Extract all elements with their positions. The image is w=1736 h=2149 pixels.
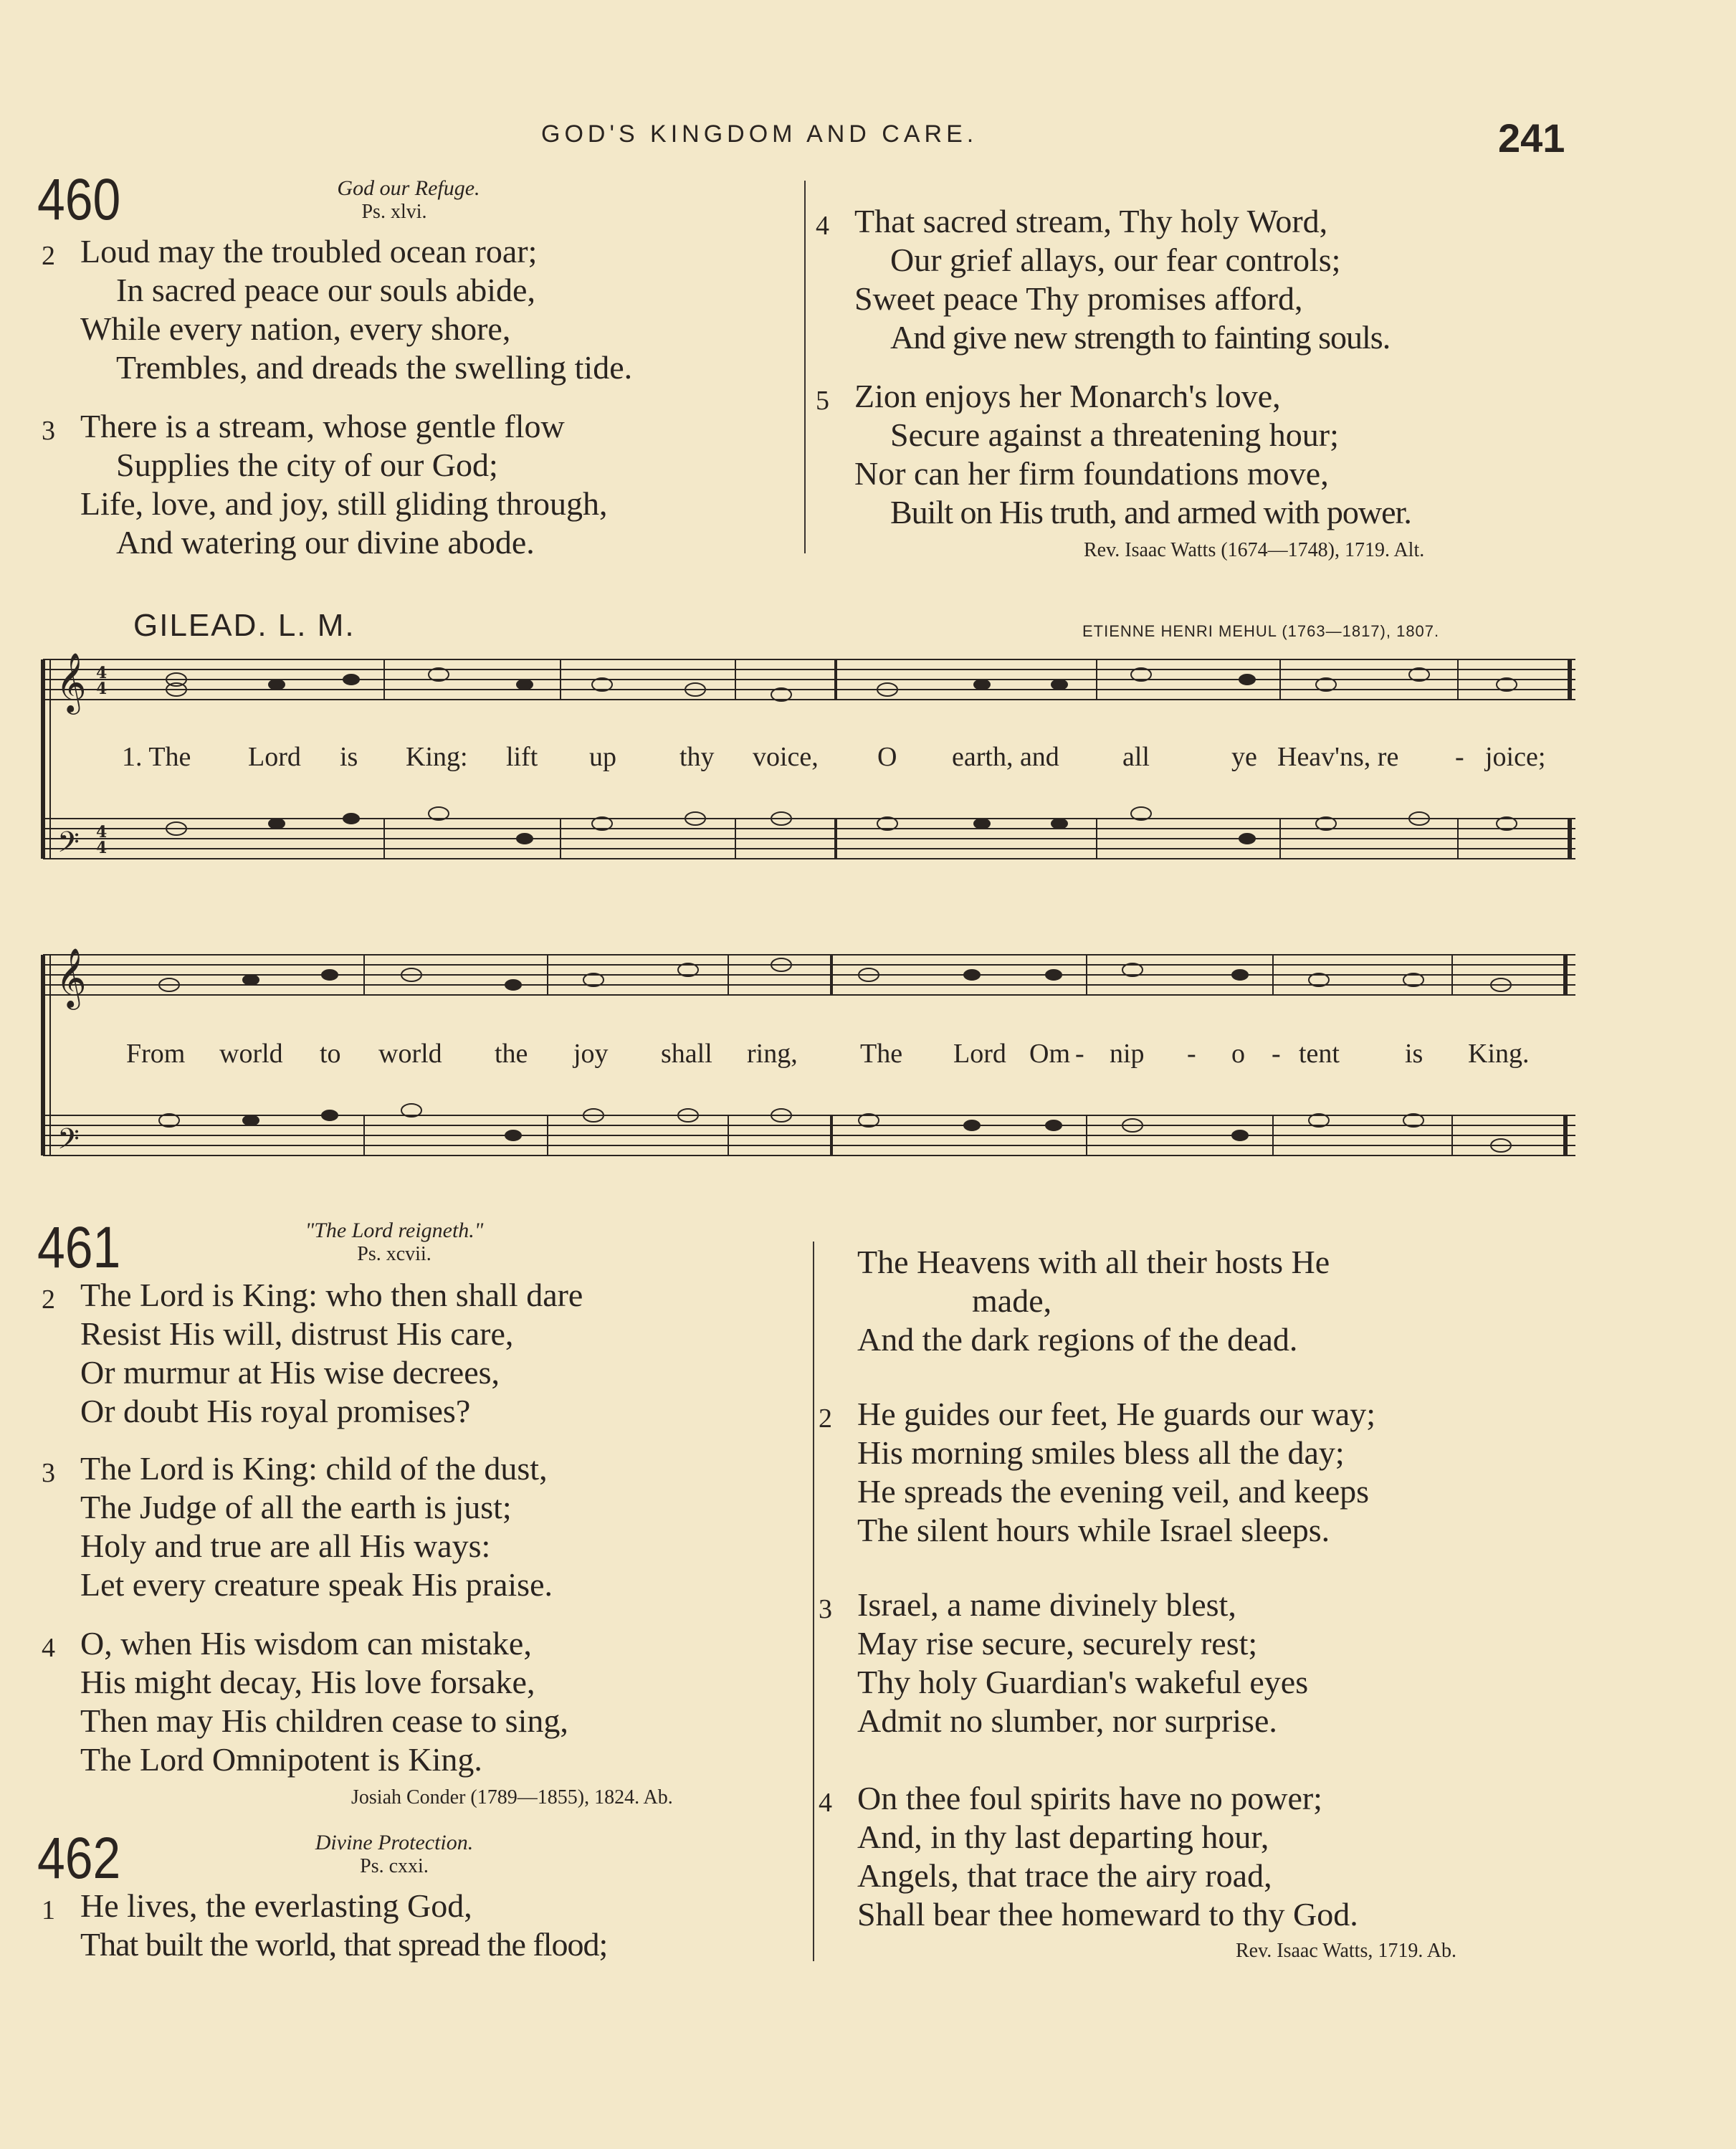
lyric-syllable: The (860, 1039, 903, 1069)
hymn-461-number: 461 (37, 1215, 121, 1280)
column-divider (813, 1242, 814, 1961)
verse-line: The Lord is King: who then shall dare (80, 1277, 583, 1313)
lyric-syllable: voice, (753, 742, 819, 772)
lyric-syllable: to (320, 1039, 341, 1069)
verse-line: O, when His wisdom can mistake, (80, 1625, 532, 1662)
hymn-460-verse-3 (42, 407, 608, 562)
verse-line: Angels, that trace the airy road, (857, 1857, 1272, 1894)
lyric-syllable: - (1272, 1039, 1281, 1069)
verse-line: Our grief allays, our fear controls; (890, 242, 1341, 278)
hymn-462-source: Ps. cxxi. (360, 1855, 429, 1877)
verse-line: Nor can her firm foundations move, (854, 455, 1329, 492)
page-number: 241 (1498, 115, 1565, 161)
verse-line: And watering our divine abode. (116, 524, 535, 561)
verse-line: Supplies the city of our God; (116, 447, 498, 483)
lyric-syllable: up (589, 742, 616, 772)
column-divider (804, 181, 806, 553)
lyric-syllable: lift (506, 742, 538, 772)
hymn-461-verse-2 (42, 1276, 583, 1431)
hymn-462-attribution: Rev. Isaac Watts, 1719. Ab. (1236, 1940, 1457, 1962)
lyric-syllable: world (219, 1039, 283, 1069)
lyric-syllable: - (1075, 1039, 1084, 1069)
hymn-461-verse-4 (42, 1624, 568, 1779)
hymn-460-attribution: Rev. Isaac Watts (1674—1748), 1719. Alt. (1084, 539, 1425, 561)
hymn-461-attribution: Josiah Conder (1789—1855), 1824. Ab. (351, 1786, 673, 1809)
lyric-syllable: O (877, 742, 897, 772)
verse-line: Shall bear thee homeward to thy God. (857, 1896, 1358, 1933)
hymn-460-verse-2 (42, 232, 633, 387)
verse-line: Admit no slumber, nor surprise. (857, 1702, 1277, 1739)
hymn-461-source: Ps. xcvii. (357, 1243, 431, 1265)
verse-line: The Lord is King: child of the dust, (80, 1450, 548, 1487)
lyric-syllable: joice; (1485, 742, 1546, 772)
verse-line: His might decay, His love forsake, (80, 1664, 535, 1700)
hymn-460-verse-5 (816, 377, 1411, 532)
verse-number: 2 (819, 1404, 832, 1434)
verse-line: Trembles, and dreads the swelling tide. (116, 349, 633, 386)
lyric-syllable: Lord (248, 742, 301, 772)
lyrics-line-1 (0, 741, 1736, 777)
lyric-syllable: is (1405, 1039, 1423, 1069)
verse-number: 4 (816, 211, 829, 241)
hymn-462-verse-1-continued (857, 1243, 1330, 1359)
verse-line: Let every creature speak His praise. (80, 1566, 553, 1603)
hymn-462-verse-4 (819, 1779, 1358, 1934)
lyric-syllable: - (1455, 742, 1464, 772)
lyric-syllable: all (1122, 742, 1150, 772)
verse-line: Or doubt His royal promises? (80, 1393, 471, 1429)
verse-number: 4 (42, 1633, 55, 1663)
lyric-syllable: earth, and (952, 742, 1059, 772)
verse-line: Israel, a name divinely blest, (857, 1586, 1236, 1623)
lyric-syllable: world (378, 1039, 442, 1069)
verse-line: On thee foul spirits have no power; (857, 1780, 1322, 1816)
svg-text:𝄢: 𝄢 (57, 1123, 80, 1163)
verse-line: In sacred peace our souls abide, (116, 272, 535, 308)
verse-line: Thy holy Guardian's wakeful eyes (857, 1664, 1309, 1700)
verse-number: 1 (42, 1895, 55, 1925)
verse-line: Holy and true are all His ways: (80, 1528, 491, 1564)
hymn-461-title: "The Lord reigneth." (305, 1219, 484, 1242)
hymn-460-verse-4 (816, 202, 1391, 357)
running-title: GOD'S KINGDOM AND CARE. (541, 120, 978, 148)
verse-line: Sweet peace Thy promises afford, (854, 280, 1303, 317)
hymn-462-verse-1 (42, 1887, 608, 1964)
verse-number: 2 (42, 241, 55, 271)
verse-line: Or murmur at His wise decrees, (80, 1354, 500, 1391)
verse-number: 3 (42, 1458, 55, 1488)
verse-line: While every nation, every shore, (80, 310, 511, 347)
verse-line: The Lord Omnipotent is King. (80, 1741, 482, 1778)
verse-line: He guides our feet, He guards our way; (857, 1396, 1375, 1432)
verse-line: The Judge of all the earth is just; (80, 1489, 512, 1525)
verse-line: He spreads the evening veil, and keeps (857, 1473, 1370, 1510)
svg-text:𝄞: 𝄞 (56, 652, 87, 712)
verse-line: The silent hours while Israel sleeps. (857, 1512, 1330, 1548)
verse-number: 3 (42, 416, 55, 446)
tune-composer: ETIENNE HENRI MEHUL (1763—1817), 1807. (1082, 622, 1440, 640)
hymn-460-title: God our Refuge. (337, 176, 480, 200)
hymn-462-number: 462 (37, 1826, 121, 1891)
lyric-syllable: King: (406, 742, 468, 772)
svg-text:4: 4 (96, 839, 108, 857)
lyric-syllable: ring, (747, 1039, 798, 1069)
lyric-syllable: King. (1468, 1039, 1530, 1069)
lyric-syllable: Om (1029, 1039, 1070, 1069)
verse-line: The Heavens with all their hosts He (857, 1244, 1330, 1280)
verse-line: made, (972, 1282, 1052, 1319)
verse-line: Then may His children cease to sing, (80, 1702, 568, 1739)
verse-number: 3 (819, 1594, 832, 1624)
verse-line: Loud may the troubled ocean roar; (80, 233, 538, 270)
verse-line: Zion enjoys her Monarch's love, (854, 378, 1281, 414)
verse-line: Secure against a threatening hour; (890, 416, 1339, 453)
verse-line: Resist His will, distrust His care, (80, 1315, 514, 1352)
verse-line: That sacred stream, Thy holy Word, (854, 203, 1328, 239)
hymn-460-number: 460 (37, 167, 121, 232)
tune-name: GILEAD. L. M. (133, 608, 356, 643)
lyric-syllable: From (126, 1039, 186, 1069)
hymn-461-verse-3 (42, 1449, 553, 1604)
lyric-syllable: tent (1299, 1039, 1340, 1069)
lyric-syllable: Lord (953, 1039, 1006, 1069)
page-header (0, 115, 1736, 171)
verse-line: His morning smiles bless all the day; (857, 1434, 1345, 1471)
lyrics-line-2 (0, 1038, 1736, 1074)
hymn-462-verse-2 (819, 1395, 1375, 1550)
svg-text:4: 4 (96, 823, 108, 842)
verse-line: He lives, the everlasting God, (80, 1887, 472, 1924)
svg-text:𝄢: 𝄢 (57, 826, 80, 866)
lyric-syllable: the (495, 1039, 528, 1069)
verse-number: 5 (816, 386, 829, 416)
lyric-syllable: - (1187, 1039, 1196, 1069)
lyric-syllable: thy (679, 742, 715, 772)
hymn-462-verse-3 (819, 1586, 1309, 1740)
hymn-462-title: Divine Protection. (315, 1831, 474, 1854)
verse-line: Life, love, and joy, still gliding through, (80, 485, 608, 522)
verse-line: That built the world, that spread the flood; (80, 1926, 608, 1963)
lyric-syllable: 1. The (122, 742, 191, 772)
lyric-syllable: joy (573, 1039, 609, 1069)
verse-number: 2 (42, 1285, 55, 1315)
svg-text:𝄞: 𝄞 (56, 947, 87, 1007)
verse-line: There is a stream, whose gentle flow (80, 408, 565, 444)
lyric-syllable: ye (1231, 742, 1257, 772)
svg-text:4: 4 (96, 680, 108, 698)
lyric-syllable: o (1231, 1039, 1245, 1069)
svg-text:4: 4 (96, 664, 108, 682)
verse-line: And, in thy last departing hour, (857, 1819, 1269, 1855)
lyric-syllable: is (340, 742, 358, 772)
lyric-syllable: Heav'ns, re (1277, 742, 1399, 772)
lyric-syllable: shall (661, 1039, 712, 1069)
verse-line: And the dark regions of the dead. (857, 1321, 1298, 1358)
verse-line: May rise secure, securely rest; (857, 1625, 1258, 1662)
verse-line: And give new strength to fainting souls. (890, 319, 1391, 356)
verse-line: Built on His truth, and armed with power. (890, 494, 1411, 530)
lyric-syllable: nip (1110, 1039, 1145, 1069)
verse-number: 4 (819, 1788, 832, 1818)
hymn-460-source: Ps. xlvi. (361, 201, 427, 223)
